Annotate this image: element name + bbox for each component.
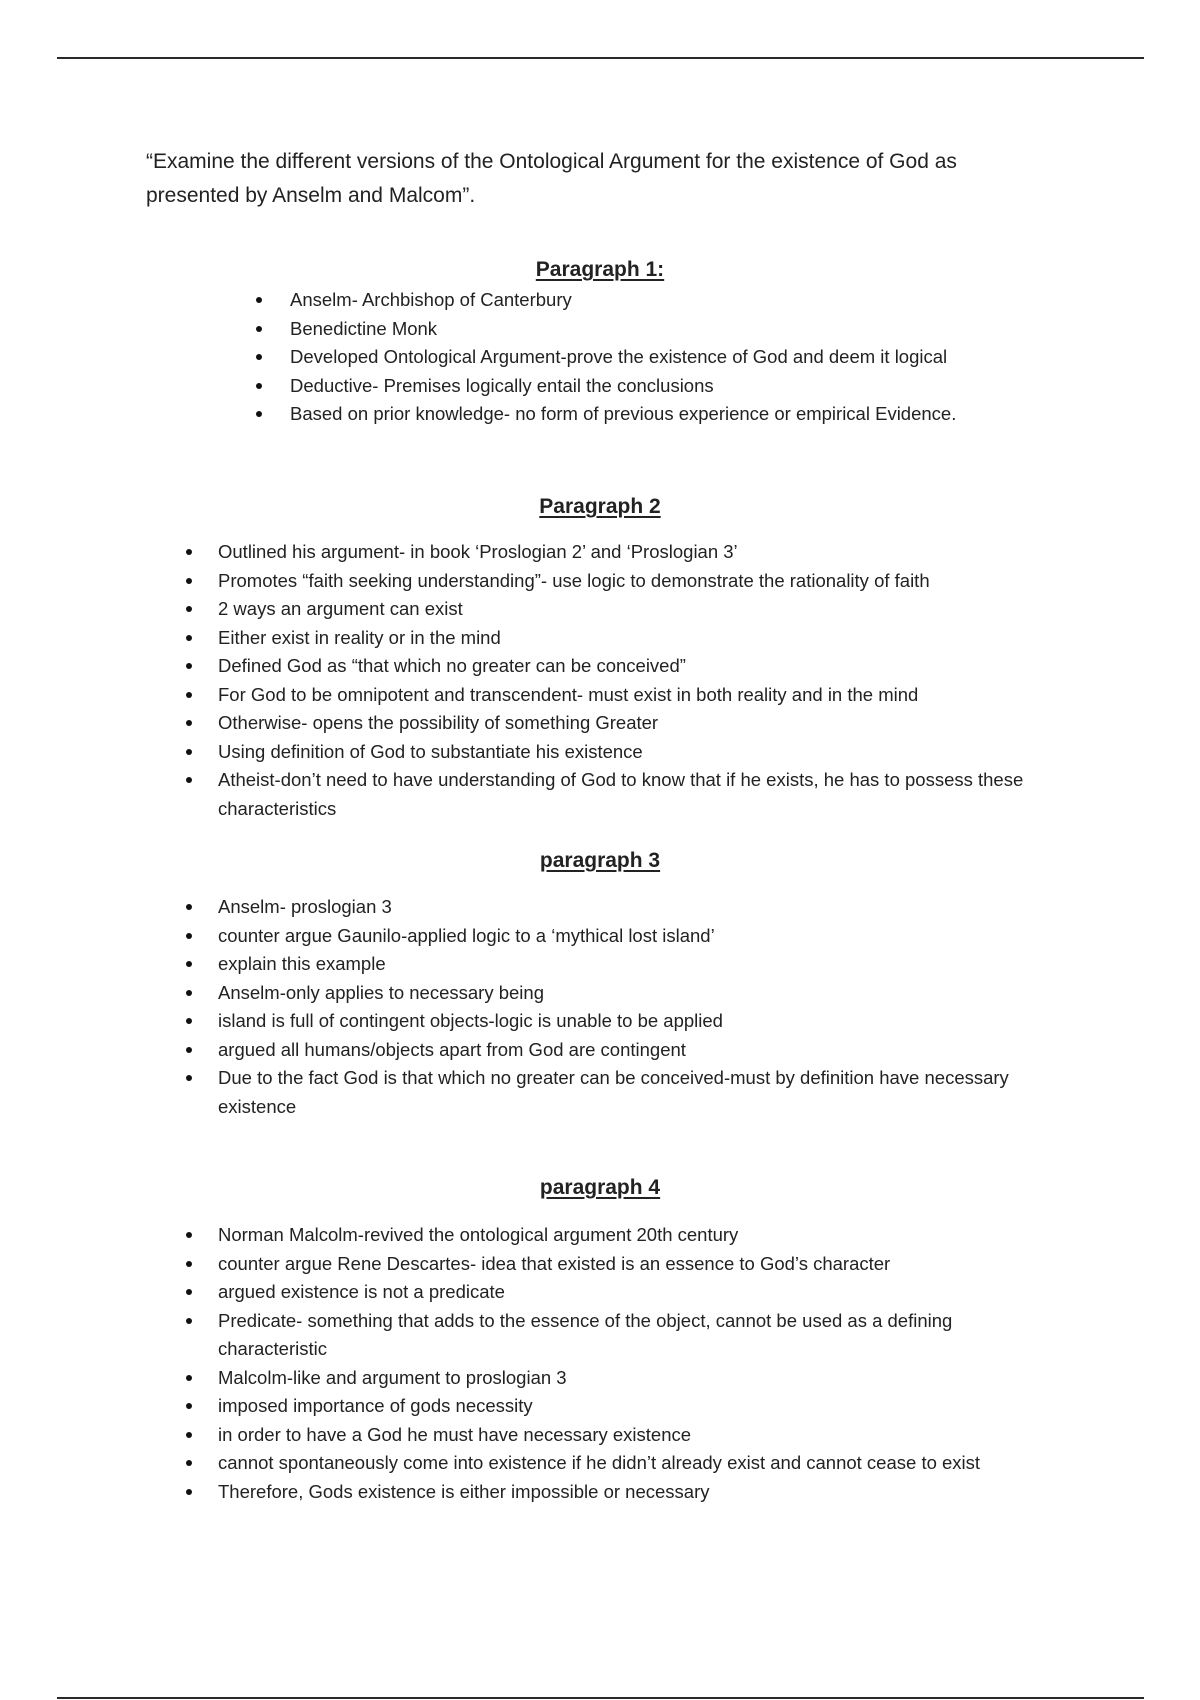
- bullet-icon: [186, 1489, 192, 1495]
- list-item: [218, 1307, 1058, 1364]
- list-item-text: Otherwise- opens the possibility of something Greater: [218, 712, 659, 733]
- section-heading-text: paragraph 4: [539, 1176, 661, 1199]
- list-item: [218, 893, 1058, 922]
- list-item-text: Outlined his argument- in book ‘Proslogian 2’ and ‘Proslogian 3’: [218, 541, 738, 562]
- list-item: [218, 595, 1058, 624]
- bullet-icon: [186, 904, 192, 910]
- list-item-text: For God to be omnipotent and transcendent- must exist in both reality and in the mind: [218, 683, 919, 705]
- list-item: [218, 567, 1058, 596]
- bullet-icon: [186, 549, 192, 555]
- bullet-icon: [186, 1432, 192, 1438]
- bullet-icon: [256, 297, 262, 303]
- list-item-text: counter argue Gaunilo-applied logic to a ‘mythical lost island’: [218, 924, 715, 946]
- list-item: [218, 1007, 1058, 1036]
- list-item: [218, 709, 1058, 738]
- list-item: [218, 738, 1058, 767]
- list-item-text: Deductive- Premises logically entail the conclusions: [290, 374, 714, 396]
- section-heading-paragraph-4: [0, 1173, 1200, 1203]
- bullet-icon: [186, 1018, 192, 1024]
- list-item: [218, 1064, 1058, 1121]
- bullet-icon: [186, 777, 192, 783]
- section-heading-text: Paragraph 2: [539, 495, 661, 518]
- list-item-text: Norman Malcolm-revived the ontological argument 20th century: [218, 1224, 739, 1245]
- list-item: [290, 286, 1070, 315]
- list-item-text: island is full of contingent objects-logic is unable to be applied: [218, 1010, 723, 1031]
- list-item-text: argued existence is not a predicate: [218, 1281, 505, 1302]
- list-item-text: Either exist in reality or in the mind: [218, 626, 501, 648]
- list-item-text: Malcolm-like and argument to proslogian 3: [218, 1366, 567, 1388]
- list-item-text: Promotes “faith seeking understanding”- use logic to demonstrate the rationality of faith: [218, 569, 930, 591]
- bullet-icon: [186, 1403, 192, 1409]
- list-item: [290, 372, 1070, 401]
- list-item-text: Therefore, Gods existence is either impossible or necessary: [218, 1480, 710, 1502]
- list-item-text: Anselm- Archbishop of Canterbury: [290, 289, 572, 310]
- list-item: [218, 1221, 1058, 1250]
- bullet-list-paragraph-3: [218, 893, 1058, 1121]
- list-item: [218, 624, 1058, 653]
- list-item-text: Atheist-don’t need to have understanding of God to know that if he exists, he has to possess these characteristics: [218, 769, 1024, 819]
- bullet-icon: [256, 411, 262, 417]
- bullet-icon: [256, 383, 262, 389]
- bullet-icon: [186, 1460, 192, 1466]
- list-item: [218, 652, 1058, 681]
- list-item: [218, 766, 1058, 823]
- bullet-icon: [186, 692, 192, 698]
- bullet-icon: [186, 961, 192, 967]
- bullet-icon: [186, 749, 192, 755]
- bullet-icon: [186, 663, 192, 669]
- list-item: [218, 922, 1058, 951]
- bullet-icon: [256, 326, 262, 332]
- bullet-icon: [186, 990, 192, 996]
- bullet-icon: [256, 354, 262, 360]
- bullet-icon: [186, 1318, 192, 1324]
- bullet-icon: [186, 1075, 192, 1081]
- list-item: [218, 979, 1058, 1008]
- section-heading-text: paragraph 3: [539, 849, 661, 872]
- list-item-text: Anselm-only applies to necessary being: [218, 981, 544, 1003]
- list-item: [218, 1392, 1058, 1421]
- list-item-text: argued all humans/objects apart from God are contingent: [218, 1038, 686, 1060]
- list-item-text: Due to the fact God is that which no greater can be conceived-must by definition have necessary existence: [218, 1067, 1009, 1117]
- list-item-text: explain this example: [218, 953, 386, 974]
- list-item: [218, 1364, 1058, 1393]
- list-item: [218, 538, 1058, 567]
- bullet-icon: [186, 606, 192, 612]
- footer-rule: [57, 1697, 1144, 1699]
- header-rule: [57, 57, 1144, 59]
- list-item-text: in order to have a God he must have necessary existence: [218, 1423, 692, 1445]
- list-item-text: counter argue Rene Descartes- idea that existed is an essence to God’s character: [218, 1252, 891, 1274]
- bullet-list-paragraph-1: [290, 286, 1070, 429]
- list-item-text: Based on prior knowledge- no form of previous experience or empirical Evidence.: [290, 403, 957, 424]
- section-heading-paragraph-3: [0, 846, 1200, 876]
- list-item-text: Developed Ontological Argument-prove the existence of God and deem it logical: [290, 346, 948, 367]
- list-item-text: Defined God as “that which no greater can be conceived”: [218, 655, 686, 676]
- bullet-icon: [186, 1047, 192, 1053]
- list-item: [290, 400, 1070, 429]
- list-item-text: imposed importance of gods necessity: [218, 1395, 533, 1416]
- bullet-icon: [186, 635, 192, 641]
- list-item-text: cannot spontaneously come into existence if he didn’t already exist and cannot cease to exist: [218, 1452, 981, 1473]
- bullet-icon: [186, 1232, 192, 1238]
- list-item-text: Benedictine Monk: [290, 317, 438, 339]
- list-item: [218, 1478, 1058, 1507]
- list-item: [218, 1421, 1058, 1450]
- essay-question: “Examine the different versions of the Ontological Argument for the existence of God as presented by Anselm and Malcom”.: [146, 150, 957, 207]
- list-item: [218, 1250, 1058, 1279]
- bullet-icon: [186, 578, 192, 584]
- list-item-text: Using definition of God to substantiate his existence: [218, 740, 643, 762]
- bullet-icon: [186, 1261, 192, 1267]
- section-heading-text: Paragraph 1:: [535, 258, 665, 281]
- bullet-icon: [186, 933, 192, 939]
- list-item: [218, 1449, 1058, 1478]
- bullet-icon: [186, 1375, 192, 1381]
- bullet-icon: [186, 720, 192, 726]
- list-item: [290, 343, 1070, 372]
- list-item: [218, 1278, 1058, 1307]
- list-item-text: Anselm- proslogian 3: [218, 896, 392, 917]
- list-item: [218, 950, 1058, 979]
- list-item-text: Predicate- something that adds to the essence of the object, cannot be used as a defining characteristic: [218, 1309, 953, 1359]
- section-heading-paragraph-1: [0, 255, 1200, 285]
- section-heading-paragraph-2: [0, 492, 1200, 522]
- bullet-list-paragraph-4: [218, 1221, 1058, 1506]
- list-item-text: 2 ways an argument can exist: [218, 598, 463, 619]
- list-item: [218, 681, 1058, 710]
- list-item: [290, 315, 1070, 344]
- list-item: [218, 1036, 1058, 1065]
- bullet-icon: [186, 1289, 192, 1295]
- bullet-list-paragraph-2: [218, 538, 1058, 823]
